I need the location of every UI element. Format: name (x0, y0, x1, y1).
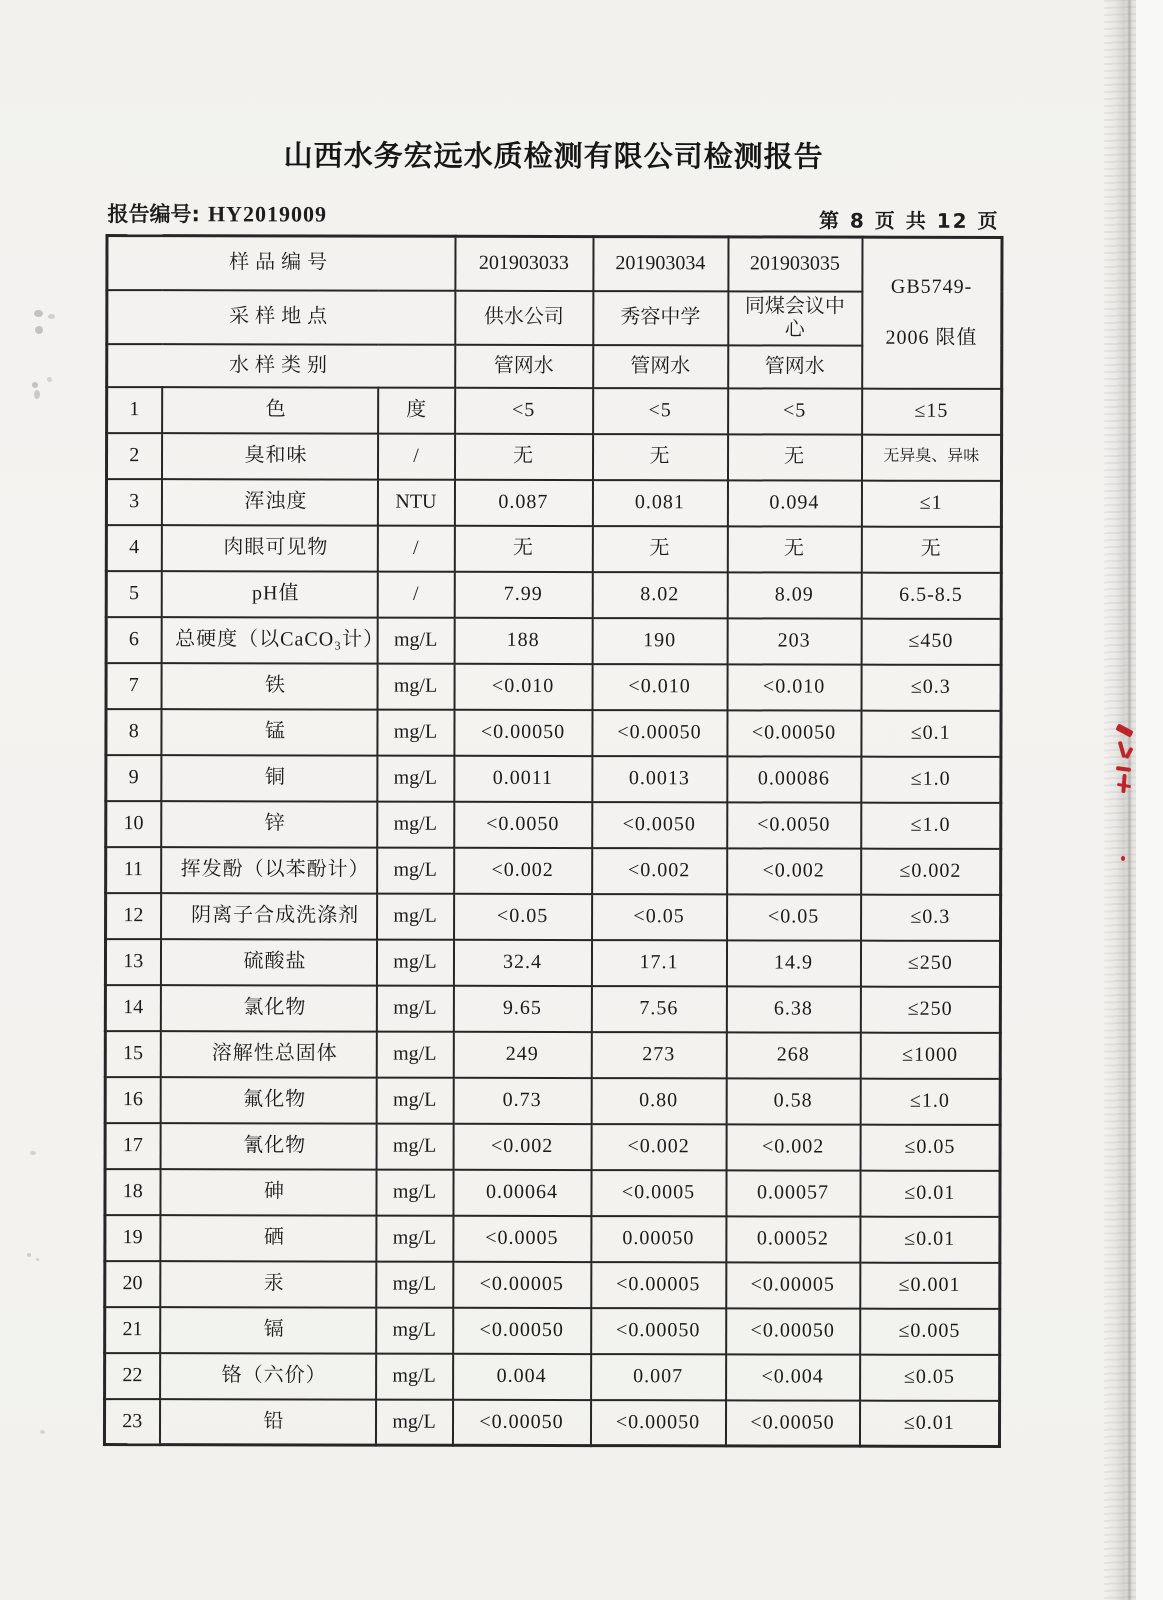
sample3-value: 0.00086 (727, 756, 861, 802)
row-number: 8 (106, 709, 161, 755)
header-row-sample-id (107, 236, 1002, 292)
limit-value: ≤0.3 (861, 664, 1001, 710)
sample1-value: 0.004 (453, 1353, 591, 1399)
parameter-unit: / (377, 571, 454, 617)
table-row (105, 1077, 1000, 1125)
sample3-value: <0.002 (726, 1124, 860, 1170)
sample1-value: 0.087 (454, 479, 592, 525)
limit-value: ≤1.0 (861, 802, 1001, 848)
sample1-value: 0.73 (453, 1077, 591, 1123)
sample2-value: 7.56 (591, 986, 726, 1032)
sample3-value: 8.09 (727, 572, 861, 618)
scan-speck (32, 382, 38, 388)
red-ink-dot (1121, 856, 1125, 861)
parameter-name: 锰 (161, 709, 377, 755)
row-number: 5 (106, 571, 161, 617)
row-number: 12 (106, 893, 161, 939)
sample3-value: <5 (728, 388, 862, 434)
sample-id-2: 201903034 (593, 237, 728, 291)
scan-speck (30, 1151, 36, 1155)
parameter-name: 铜 (161, 755, 377, 801)
parameter-name: 镉 (160, 1307, 376, 1353)
sample1-value: <0.00050 (454, 709, 592, 755)
row-number: 20 (105, 1261, 160, 1307)
water-type-3: 管网水 (728, 345, 862, 388)
row-number: 1 (107, 387, 162, 433)
sample1-value: 9.65 (453, 985, 591, 1031)
sample3-value: <0.00050 (725, 1400, 859, 1446)
report-content (103, 0, 1002, 1448)
sample3-value: 0.094 (727, 480, 861, 526)
table-row (106, 847, 1001, 895)
water-type-label: 水样类别 (107, 344, 455, 388)
sample1-value: 188 (454, 617, 592, 663)
parameter-name: 臭和味 (161, 433, 377, 479)
sample3-value: <0.00050 (727, 710, 861, 756)
limit-value: ≤1 (861, 480, 1001, 526)
sample1-value: 249 (453, 1031, 591, 1077)
page-edge-shadow (1104, 0, 1136, 1600)
parameter-unit: mg/L (377, 801, 454, 847)
row-number: 17 (105, 1123, 160, 1169)
parameter-unit: / (377, 525, 454, 571)
sample2-value: 273 (591, 1032, 726, 1078)
sample1-value: 无 (454, 433, 592, 479)
sample3-value: 6.38 (726, 986, 860, 1032)
table-row (105, 1215, 1000, 1263)
row-number: 13 (105, 939, 160, 985)
limit-value: ≤0.3 (861, 894, 1001, 940)
limit-value: 6.5-8.5 (861, 572, 1001, 618)
sample3-value: <0.00005 (726, 1262, 860, 1308)
sample2-value: <0.00005 (591, 1262, 726, 1308)
row-number: 6 (106, 617, 161, 663)
parameter-unit: mg/L (377, 847, 454, 893)
parameter-unit: NTU (377, 479, 454, 525)
sample2-value: <0.00050 (592, 710, 727, 756)
row-number: 9 (106, 755, 161, 801)
scan-speck (36, 1258, 39, 1261)
sample2-value: <5 (593, 388, 728, 434)
parameter-name: 锌 (161, 801, 377, 847)
parameter-unit: mg/L (376, 1215, 453, 1261)
sample3-value: <0.010 (727, 664, 861, 710)
location-1: 供水公司 (455, 290, 593, 344)
scan-speck (34, 390, 40, 399)
parameter-name: 肉眼可见物 (161, 525, 377, 571)
sample-id-1: 201903033 (455, 236, 593, 290)
sample1-value: <0.002 (453, 1123, 591, 1169)
parameter-name: 浑浊度 (161, 479, 377, 525)
scan-speck (34, 310, 43, 317)
sample3-value: 268 (726, 1032, 860, 1078)
table-row (107, 387, 1002, 435)
parameter-unit: mg/L (376, 1261, 453, 1307)
table-row (106, 893, 1001, 941)
parameter-name: 氯化物 (160, 985, 376, 1031)
sample3-value: <0.002 (727, 848, 861, 894)
parameter-unit: mg/L (376, 985, 453, 1031)
sample1-value: <0.0050 (454, 801, 592, 847)
scan-speck (40, 1430, 45, 1434)
parameter-unit: mg/L (377, 663, 454, 709)
table-row (106, 571, 1001, 619)
sample3-value: <0.0050 (727, 802, 861, 848)
limit-value: ≤0.002 (861, 848, 1001, 894)
sample-id-label: 样品编号 (107, 236, 455, 291)
limit-value: ≤250 (860, 940, 1000, 986)
scan-speck (47, 377, 52, 382)
parameter-name: 铁 (161, 663, 377, 709)
table-row (105, 1261, 1000, 1309)
sample1-value: <0.0005 (453, 1215, 591, 1261)
limit-value: ≤0.05 (860, 1354, 1000, 1400)
sample1-value: <0.00050 (452, 1399, 590, 1445)
table-row (106, 479, 1001, 527)
table-body (104, 387, 1001, 1447)
limit-value: ≤0.1 (861, 710, 1001, 756)
report-number-label: 报告编号: (107, 202, 200, 227)
limit-value: ≤1000 (860, 1032, 1000, 1078)
row-number: 16 (105, 1077, 160, 1123)
sample2-value: <0.0050 (592, 802, 727, 848)
parameter-unit: mg/L (377, 617, 454, 663)
limit-value: 无 (861, 526, 1001, 572)
sample3-value: 无 (727, 526, 861, 572)
sample3-value: 14.9 (726, 940, 860, 986)
row-number: 19 (105, 1215, 160, 1261)
parameter-name: 汞 (160, 1261, 376, 1307)
sample1-value: <0.002 (454, 847, 592, 893)
sample1-value: 无 (454, 525, 592, 571)
parameter-unit: mg/L (376, 1169, 453, 1215)
limit-value: ≤0.05 (860, 1124, 1000, 1170)
report-number (108, 198, 327, 228)
location-3: 同煤会议中心 (728, 291, 862, 345)
sample1-value: <5 (455, 387, 593, 433)
table-row (106, 755, 1001, 803)
standard-name-line2: 2006 限值 (885, 326, 978, 350)
parameter-name: 铅 (159, 1399, 375, 1445)
sample2-value: <0.0005 (591, 1170, 726, 1216)
parameter-unit: mg/L (376, 1307, 453, 1353)
table-row (106, 709, 1001, 757)
parameter-name: 色 (162, 387, 378, 433)
scan-background-strip (1136, 0, 1163, 1600)
parameter-name: 氰化物 (160, 1123, 376, 1169)
sample2-value: 0.081 (592, 480, 727, 526)
row-number: 14 (105, 985, 160, 1031)
table-row (106, 525, 1001, 573)
sample1-value: <0.010 (454, 663, 592, 709)
sample3-value: 0.00052 (726, 1216, 860, 1262)
sample2-value: <0.002 (592, 848, 727, 894)
limit-value: ≤0.01 (860, 1170, 1000, 1216)
sample2-value: 0.007 (591, 1354, 726, 1400)
table-row (106, 433, 1001, 481)
sample1-value: 32.4 (453, 939, 591, 985)
row-number: 21 (105, 1307, 160, 1353)
table-row (105, 1123, 1000, 1171)
sample2-value: 8.02 (592, 572, 727, 618)
parameter-unit: mg/L (377, 709, 454, 755)
parameter-name: 砷 (160, 1169, 376, 1215)
page-indicator: 第 8 页 共 12 页 (818, 208, 1000, 233)
location-2: 秀容中学 (593, 291, 728, 345)
table-row (105, 1307, 1000, 1355)
sample2-value: <0.05 (592, 894, 727, 940)
sample1-value: 0.0011 (454, 755, 592, 801)
sample2-value: 0.00050 (591, 1216, 726, 1262)
sample2-value: 0.80 (591, 1078, 726, 1124)
sample2-value: 17.1 (591, 940, 726, 986)
sample2-value: 无 (592, 526, 727, 572)
table-row (105, 1031, 1000, 1079)
parameter-name: 阴离子合成洗涤剂 (161, 893, 377, 939)
water-quality-results-table (103, 234, 1004, 1448)
limit-value: ≤0.01 (860, 1216, 1000, 1262)
report-number-value: HY2019009 (207, 201, 327, 227)
row-number: 2 (106, 433, 161, 479)
parameter-unit: / (377, 433, 454, 479)
parameter-unit: mg/L (377, 755, 454, 801)
sample2-value: <0.00050 (591, 1308, 726, 1354)
scan-speck (48, 314, 55, 319)
parameter-name: 硫酸盐 (160, 939, 376, 985)
sample3-value: <0.05 (727, 894, 861, 940)
parameter-unit: mg/L (376, 939, 453, 985)
row-number: 11 (106, 847, 161, 893)
water-type-1: 管网水 (455, 344, 593, 387)
sample-id-3: 201903035 (728, 237, 862, 291)
parameter-unit: mg/L (376, 1123, 453, 1169)
parameter-name: 硒 (160, 1215, 376, 1261)
sample2-value: <0.010 (592, 664, 727, 710)
water-type-2: 管网水 (593, 345, 728, 388)
sample1-value: <0.00050 (453, 1307, 591, 1353)
limit-value: ≤0.005 (860, 1308, 1000, 1354)
sample3-value: 203 (727, 618, 861, 664)
row-number: 10 (106, 801, 161, 847)
limit-value: ≤250 (860, 986, 1000, 1032)
parameter-unit: mg/L (376, 1353, 453, 1399)
table-row (104, 1399, 999, 1447)
parameter-unit: mg/L (376, 1077, 453, 1123)
sample2-value: 0.0013 (592, 756, 727, 802)
parameter-name: 总硬度（以CaCO₃计） (161, 617, 377, 663)
parameter-unit: mg/L (377, 893, 454, 939)
scan-speck (27, 1253, 31, 1257)
sample1-value: <0.00005 (453, 1261, 591, 1307)
page-edge-seam (1128, 0, 1131, 1600)
row-number: 23 (104, 1399, 159, 1445)
row-number: 3 (106, 479, 161, 525)
row-number: 7 (106, 663, 161, 709)
table-row (106, 801, 1001, 849)
report-meta-row (106, 198, 1002, 233)
sample2-value: 190 (592, 618, 727, 664)
table-row (106, 663, 1001, 711)
table-header (107, 236, 1002, 389)
sample3-value: 0.58 (726, 1078, 860, 1124)
row-number: 15 (105, 1031, 160, 1077)
limit-value: ≤0.001 (860, 1262, 1000, 1308)
sample2-value: <0.002 (591, 1124, 726, 1170)
table-row (105, 1169, 1000, 1217)
limit-value: ≤1.0 (860, 1078, 1000, 1124)
parameter-name: 铬（六价） (160, 1353, 376, 1399)
row-number: 18 (105, 1169, 160, 1215)
parameter-name: pH值 (161, 571, 377, 617)
standard-limit-header (862, 237, 1002, 388)
limit-value: ≤0.01 (859, 1400, 999, 1446)
page-title: 山西水务宏远水质检测有限公司检测报告 (283, 138, 824, 174)
table-row (105, 985, 1000, 1033)
sample1-value: 7.99 (454, 571, 592, 617)
parameter-name: 氟化物 (160, 1077, 376, 1123)
table-row (106, 617, 1001, 665)
sample3-value: <0.00050 (726, 1308, 860, 1354)
parameter-unit: mg/L (375, 1399, 452, 1445)
sample3-value: <0.004 (726, 1354, 860, 1400)
limit-value: ≤1.0 (861, 756, 1001, 802)
table-row (105, 1353, 1000, 1401)
table-row (105, 939, 1000, 987)
parameter-name: 溶解性总固体 (160, 1031, 376, 1077)
row-number: 4 (106, 525, 161, 571)
sample1-value: 0.00064 (453, 1169, 591, 1215)
sample1-value: <0.05 (454, 893, 592, 939)
sample2-value: 无 (592, 434, 727, 480)
parameter-unit: 度 (378, 387, 455, 433)
sample2-value: <0.00050 (590, 1400, 725, 1446)
standard-name-line1: GB5749- (890, 275, 973, 299)
sample3-value: 0.00057 (726, 1170, 860, 1216)
scan-speck (35, 326, 43, 334)
sampling-location-label: 采样地点 (107, 290, 455, 345)
parameter-unit: mg/L (376, 1031, 453, 1077)
limit-value: ≤450 (861, 618, 1001, 664)
sample3-value: 无 (727, 434, 861, 480)
parameter-name: 挥发酚（以苯酚计） (161, 847, 377, 893)
limit-value: ≤15 (862, 388, 1002, 434)
limit-value: 无异臭、异味 (861, 434, 1001, 480)
row-number: 22 (105, 1353, 160, 1399)
